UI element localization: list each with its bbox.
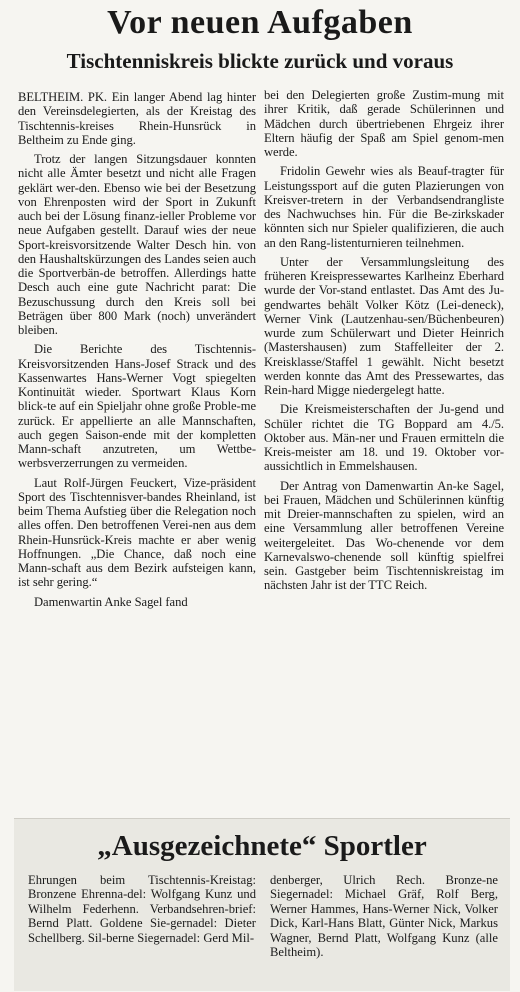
article-column-left [18,90,256,614]
paragraph: Die Berichte des Tischtennis-Kreisvorsitzenden Hans-Josef Strack und des Kassenwartes Hans-Werner Vogt spiegelten Kontinuität wieder. Sportwart Klaus Korn blick-te auf ein Spieljahr ohne große Proble-me zurück. Er appellierte an alle Mannschaften, auch gegen Saison-ende mit der kompletten Mann-schaft anzutreten, um Wettbe-werbsverzerrungen zu vermeiden. [18,342,256,471]
paragraph: bei den Delegierten große Zustim-mung mit ihrer Kritik, daß gerade Schülerinnen und Mädchen durch übertriebenen Ehrgeiz ihrer Eltern häufig der Spaß am Spiel genom-men werde. [264,88,504,159]
paragraph: BELTHEIM. PK. Ein langer Abend lag hinter den Vereinsdelegierten, als der Kreistag des Tischtennis-kreises Rhein-Hunsrück in Beltheim zu Ende ging. [18,90,256,147]
honors-box [14,818,510,991]
subheadline: Tischtenniskreis blickte zurück und voraus [66,49,454,73]
paragraph: Trotz der langen Sitzungsdauer konnten nicht alle Ämter besetzt und nicht alle Fragen geklärt wer-den. Ebenso wie bei der Besetzung von Ehrenposten wird der Sport in Zukunft auch bei der Lösung finanz-ieller Probleme vor neue Aufgaben gestellt. Darauf wies der neue Sport-kreisvorsitzende Walter Desch hin. von den Haushaltskürzungen des Landes seien auch die Sportverbän-de betroffen. Allerdings hatte Desch auch eine gute Nachricht parat: Die Bezuschussung durch den Kreis soll bei Beträgen über 800 Mark (noch) unverändert bleiben. [18,152,256,337]
paragraph: Der Antrag von Damenwartin An-ke Sagel, bei Frauen, Mädchen und Schülerinnen künftig mit Dreier-mannschaften zu spielen, wird an eine Versammlung aller betroffenen Vereine weitergeleitet. Das Wo-chenende vor dem Karnevalswo-chenende soll künftig spielfrei sein. Gastgeber beim Tischtenniskreistag im nächsten Jahr ist der TTC Reich. [264,478,504,593]
box-column-left [28,873,256,945]
paragraph: Fridolin Gewehr wies als Beauf-tragter für Leistungssport auf die guten Plazierungen von Kreisver-tretern in der Verbandsendrangliste des Nachwuchses hin. Für die Be-zirkskader könnten sich nur Spieler qualifizieren, die auch an den Rang-listenturnieren teilnehmen. [264,164,504,250]
article-column-right [264,88,504,598]
box-text-left: Ehrungen beim Tischtennis-Kreistag: Bronzene Ehrenna-del: Wolfgang Kunz und Wilhelm Federhenn. Verbandsehren-brief: Bernd Platt. Goldene Sie-gernadel: Dieter Schellberg. Sil-berne Siegernadel: Gerd Mil- [28,873,256,945]
box-title: „Ausgezeichnete“ Sportler [97,830,427,862]
paragraph: Damenwartin Anke Sagel fand [34,594,188,609]
headline: Vor neuen Aufgaben [107,4,413,41]
paragraph: Laut Rolf-Jürgen Feuckert, Vize-präsident Sport des Tischtennisver-bandes Rheinland, ist beim Thema Aufstieg über die Relegation noch alles offen. Den betroffenen Verei-nen aus dem Rhein-Hunsrück-Kreis machte er aber wenig Hoffnungen. „Die Chance, daß noch eine Mann-schaft aus dem Bezirk aufsteigen kann, ist sehr gering.“ [18,475,256,590]
box-column-right [270,873,498,959]
paragraph: Die Kreismeisterschaften der Ju-gend und Schüler richtet die TG Boppard am 4./5. Oktober aus. Män-ner und Frauen ermitteln die Kreis-meister am 18. und 19. Oktober vor-aussichtlich in Emmelshausen. [264,402,504,474]
box-text-right: denberger, Ulrich Rech. Bronze-ne Siegernadel: Michael Gräf, Rolf Berg, Werner Hammes, Hans-Werner Nick, Volker Dick, Karl-Hans Blatt, Günter Nick, Markus Wagner, Bernd Platt, Wolfgang Kunz (alle Beltheim). [270,873,498,960]
paragraph: Unter der Versammlungsleitung des früheren Kreispressewartes Karlheinz Eberhard wurde der Vor-stand entlastet. Das Amt des Ju-gendwartes behält Volker Kötz (Lei-deneck), Werner Vink (Lautzenhau-sen/Büchenbeuren) wurde zum Schülerwart und Dieter Heinrich (Mastershausen) zum Staffelleiter der 2. Kreisklasse/Staffel 1 gewählt. Nicht besetzt werden konnte das Amt des Pressewartes, das Rein-hard Migge niedergelegt hatte. [264,254,504,397]
